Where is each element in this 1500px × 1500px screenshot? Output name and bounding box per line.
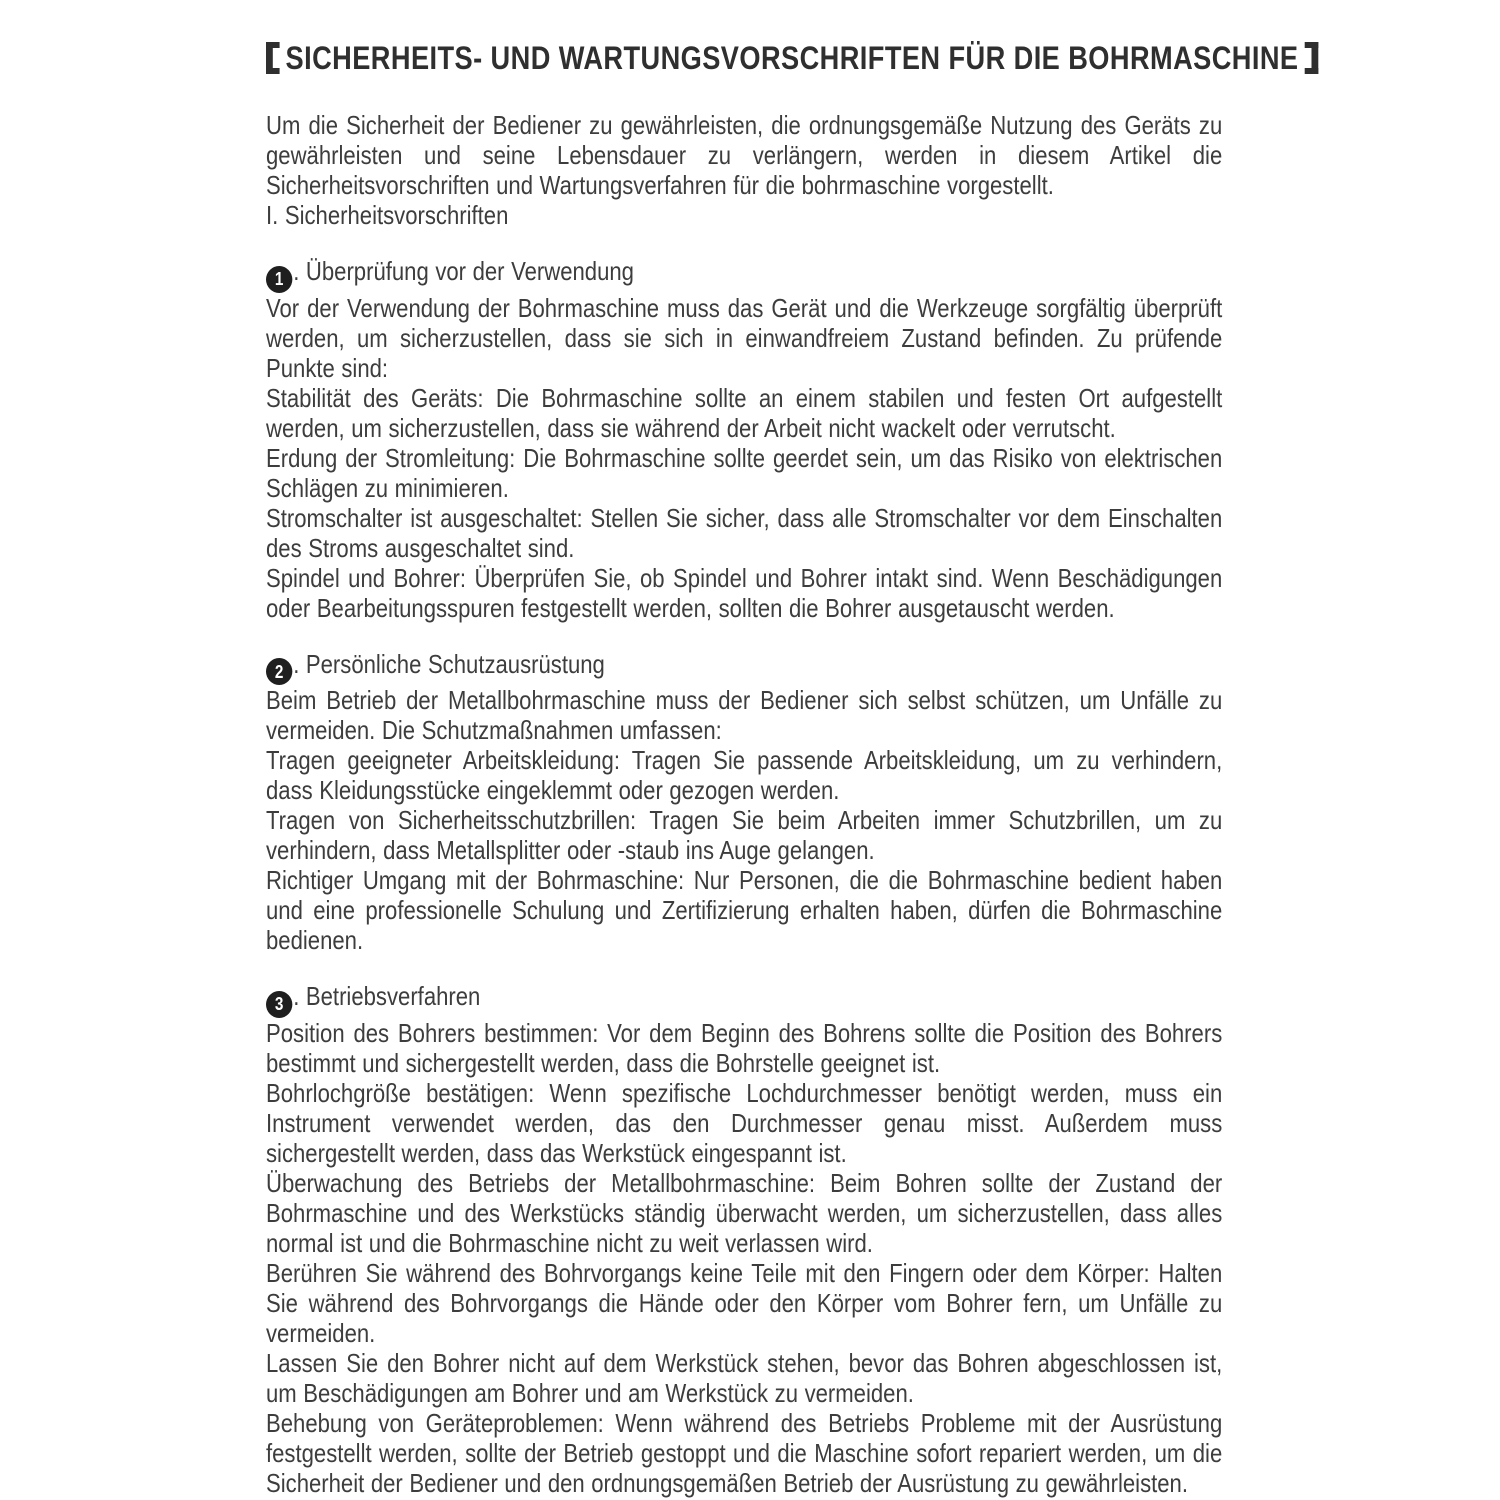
section-2-heading-text: . Persönliche Schutzausrüstung xyxy=(293,648,605,679)
page-title xyxy=(266,40,1299,76)
section-3-heading xyxy=(266,981,1222,1018)
section-1-paragraph-3: Erdung der Stromleitung: Die Bohrmaschine sollte geerdet sein, um das Risiko von elektrischen Schlägen zu minimieren. xyxy=(266,442,1223,503)
section-2-heading xyxy=(266,649,1222,686)
section-1-number-badge: 1 xyxy=(266,266,292,293)
section-2-paragraph-1: Beim Betrieb der Metallbohrmaschine muss der Bediener sich selbst schützen, um Unfälle zu vermeiden. Die Schutzmaßnahmen umfassen: xyxy=(266,685,1223,745)
section-3-paragraph-1: Position des Bohrers bestimmen: Vor dem Beginn des Bohrens sollte die Position des Bohrers bestimmt und sichergestellt werden, dass die Bohrstelle geeignet ist. xyxy=(266,1017,1223,1078)
section-2-paragraph-4: Richtiger Umgang mit der Bohrmaschine: Nur Personen, die die Bohrmaschine bedient haben und eine professionelle Schulung und Zertifizierung erhalten haben, dürfen die Bohrmaschine bedienen. xyxy=(266,865,1223,955)
section-1-paragraph-2: Stabilität des Geräts: Die Bohrmaschine sollte an einem stabilen und festen Ort aufgestellt werden, um sicherzustellen, dass sie während der Arbeit nicht wackelt oder verrutscht. xyxy=(266,382,1223,443)
section-1-heading xyxy=(266,256,1222,293)
section-2-paragraph-2: Tragen geeigneter Arbeitskleidung: Tragen Sie passende Arbeitskleidung, um zu verhindern, dass Kleidungsstücke eingeklemmt oder gezogen werden. xyxy=(266,745,1223,805)
section-3-paragraph-3: Überwachung des Betriebs der Metallbohrmaschine: Beim Bohren sollte der Zustand der Bohrmaschine und des Werkstücks ständig überwacht werden, um sicherzustellen, dass alles normal ist und die Bohrmaschine nicht zu weit verlassen wird. xyxy=(266,1167,1223,1258)
title-bracket-open-icon xyxy=(266,42,280,74)
section-1-heading-text: . Überprüfung vor der Verwendung xyxy=(293,256,634,286)
document-content xyxy=(266,0,1299,1498)
section-1-paragraph-5: Spindel und Bohrer: Überprüfen Sie, ob Spindel und Bohrer intakt sind. Wenn Beschädigungen oder Bearbeitungsspuren festgestellt werden, sollten die Bohrer ausgetauscht werden. xyxy=(266,562,1223,623)
section-2-number-badge: 2 xyxy=(266,658,292,685)
section-3-paragraph-2: Bohrlochgröße bestätigen: Wenn spezifische Lochdurchmesser benötigt werden, muss ein Instrument verwendet werden, das den Durchmesser genau misst. Außerdem muss sichergestellt werden, dass das Werkstück eingespannt ist. xyxy=(266,1077,1223,1168)
section-3-paragraph-5: Lassen Sie den Bohrer nicht auf dem Werkstück stehen, bevor das Bohren abgeschlossen ist, um Beschädigungen am Bohrer und am Werkstück zu vermeiden. xyxy=(266,1347,1223,1408)
page-title-text: SICHERHEITS- UND WARTUNGSVORSCHRIFTEN FÜR DIE BOHRMASCHINE xyxy=(285,40,1299,76)
intro-section-label: I. Sicherheitsvorschriften xyxy=(266,200,509,230)
section-3-number-badge: 3 xyxy=(266,991,292,1018)
section-1-paragraph-1: Vor der Verwendung der Bohrmaschine muss das Gerät und die Werkzeuge sorgfältig überprüft werden, um sicherzustellen, dass sie sich in einwandfreiem Zustand befinden. Zu prüfende Punkte sind: xyxy=(266,292,1223,383)
section-3-paragraph-6: Behebung von Geräteproblemen: Wenn während des Betriebs Probleme mit der Ausrüstung festgestellt werden, sollte der Betrieb gestoppt und die Maschine sofort repariert werden, um die Sicherheit der Bediener und den ordnungsgemäßen Betrieb der Ausrüstung zu gewährleisten. xyxy=(266,1407,1223,1498)
section-3-paragraph-4: Berühren Sie während des Bohrvorgangs keine Teile mit den Fingern oder dem Körper: Halten Sie während des Bohrvorgangs die Hände oder den Körper vom Bohrer fern, um Unfälle zu vermeiden. xyxy=(266,1257,1223,1348)
section-3-heading-text: . Betriebsverfahren xyxy=(293,981,481,1011)
intro-paragraph: Um die Sicherheit der Bediener zu gewährleisten, die ordnungsgemäße Nutzung des Geräts zu gewährleisten und seine Lebensdauer zu verlängern, werden in diesem Artikel die Sicherheitsvorschriften und Wartungsverfahren für die bohrmaschine vorgestellt. xyxy=(266,110,1223,200)
title-bracket-close-icon xyxy=(1304,42,1318,74)
section-2-paragraph-3: Tragen von Sicherheitsschutzbrillen: Tragen Sie beim Arbeiten immer Schutzbrillen, um zu verhindern, dass Metallsplitter oder -staub ins Auge gelangen. xyxy=(266,805,1223,865)
section-1-paragraph-4: Stromschalter ist ausgeschaltet: Stellen Sie sicher, dass alle Stromschalter vor dem Einschalten des Stroms ausgeschaltet sind. xyxy=(266,502,1223,563)
